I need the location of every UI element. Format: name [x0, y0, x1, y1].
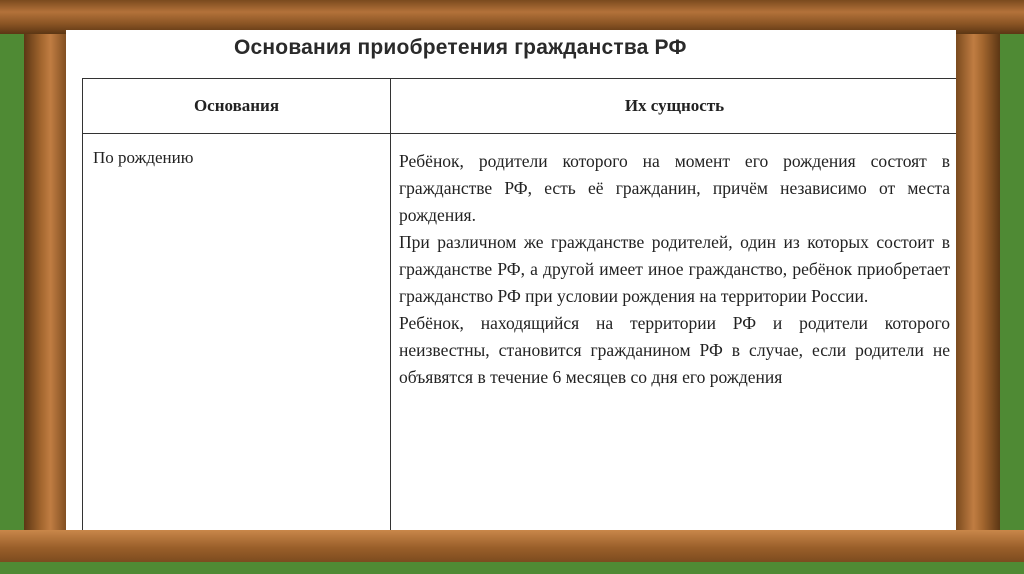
cell-essence: [391, 134, 957, 533]
header-essence: Их сущность: [391, 79, 957, 134]
essence-paragraph: При различном же гражданстве родителей, один из которых состоит в гражданстве РФ, а другой имеет иное гражданство, ребёнок приобретает гражданство РФ при условии рождения на территории России.: [399, 232, 950, 306]
page-title: Основания приобретения гражданства РФ: [234, 36, 687, 59]
essence-paragraph: Ребёнок, находящийся на территории РФ и родители которого неизвестны, становится гражданином РФ в случае, если родители не объявятся в течение 6 месяцев со дня его рождения: [399, 313, 950, 387]
essence-paragraph: Ребёнок, родители которого на момент его рождения состоят в гражданстве РФ, есть её гражданин, причём независимо от места рождения.: [399, 151, 950, 225]
header-basis: Основания: [83, 79, 391, 134]
board: [66, 30, 956, 532]
frame-right-post: [956, 0, 1000, 574]
frame-left-post: [24, 0, 68, 574]
frame-top-bar: [0, 0, 1024, 34]
background-right: [1000, 0, 1024, 574]
table-header-row: [83, 79, 957, 134]
citizenship-table: [82, 78, 956, 532]
background-left: [0, 0, 24, 574]
table-row: [83, 134, 957, 533]
background-bottom: [0, 562, 1024, 574]
cell-basis: По рождению: [83, 134, 391, 533]
